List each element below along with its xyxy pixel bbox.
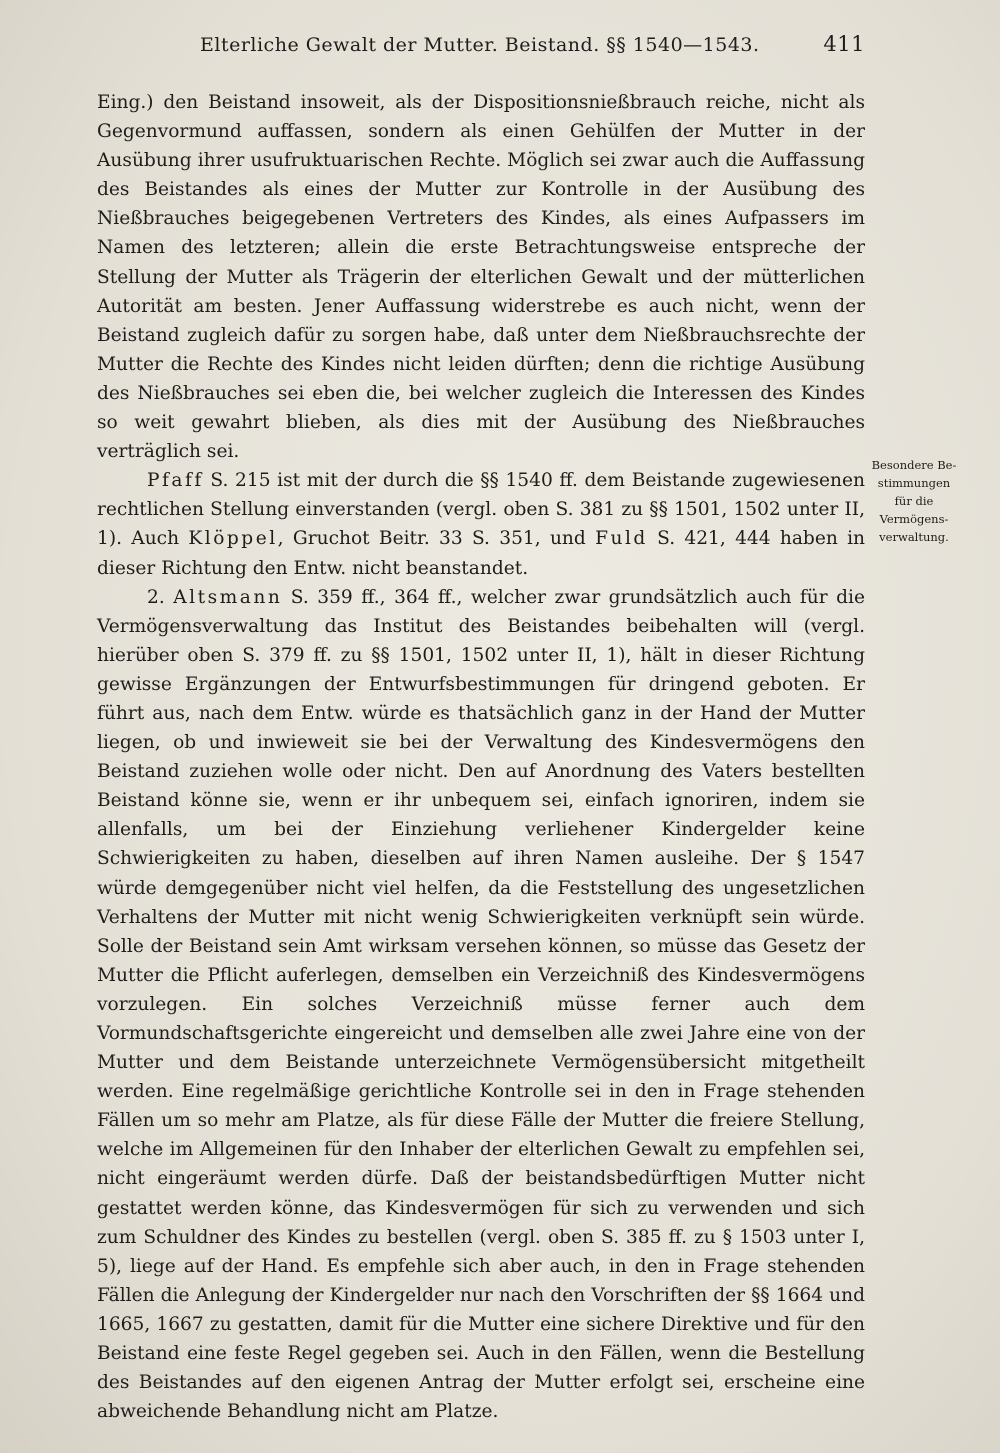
margin-note-line: Besondere Be- bbox=[871, 458, 957, 472]
page-header bbox=[200, 34, 865, 64]
body-text bbox=[97, 88, 865, 1426]
margin-note-line: für die bbox=[894, 494, 934, 508]
author-name-kloeppel: Klöppel bbox=[188, 528, 278, 550]
author-name-altsmann: Altsmann bbox=[173, 586, 283, 608]
paragraph-2 bbox=[97, 466, 865, 582]
margin-note-line: verwaltung. bbox=[879, 530, 949, 544]
paragraph-3-number: 2. bbox=[147, 586, 174, 608]
paragraph-2-text-3: S. 421, 444 haben in dieser Richtung den Entw. nicht beanstandet. bbox=[97, 528, 865, 579]
paragraph-3-text: S. 359 ff., 364 ff., welcher zwar grundsätzlich auch für die Vermögensverwaltung das Institut des Beistandes beibehalten will (vergl. hierüber oben S. 379 ff. zu §§ 1501, 1502 unter II, 1), hält in dieser Richtung gewisse Ergänzungen der Entwurfsbestimmungen für dringend geboten. Er führt aus, nach dem Entw. würde es thatsächlich ganz in der Hand der Mutter liegen, ob und inwieweit sie bei der Verwaltung des Kindesvermögens den Beistand zuziehen wolle oder nicht. Den auf Anordnung des Vaters bestellten Beistand könne sie, wenn er ihr unbequem sei, einfach ignoriren, indem sie allenfalls, um bei der Einziehung verliehener Kindergelder keine Schwierigkeiten zu haben, dieselben auf ihren Namen ausleihe. Der § 1547 würde demgegenüber nicht viel helfen, da die Feststellung des ungesetzlichen Verhaltens der Mutter mit nicht wenig Schwierigkeiten verknüpft sein würde. Solle der Beistand sein Amt wirksam versehen können, so müsse das Gesetz der Mutter die Pflicht auferlegen, demselben ein Verzeichniß des Kindesvermögens vorzulegen. Ein solches Verzeichniß müsse ferner auch dem Vormundschaftsgerichte eingereicht und demselben alle zwei Jahre eine von der Mutter und dem Beistande unterzeichnete Vermögensübersicht mitgetheilt werden. Eine regelmäßige gerichtliche Kontrolle sei in den in Frage stehenden Fällen um so mehr am Platze, als für diese Fälle der Mutter die freiere Stellung, welche im Allgemeinen für den Inhaber der elterlichen Gewalt zu empfehlen sei, nicht eingeräumt werden dürfe. Daß der beistandsbedürftigen Mutter nicht gestattet werden könne, das Kindesvermögen für sich zu verwenden und sich zum Schuldner des Kindes zu bestellen (vergl. oben S. 385 ff. zu § 1503 unter I, 5), liege auf der Hand. Es empfehle sich aber auch, in den in Frage stehenden Fällen die Anlegung der Kindergelder nur nach den Vorschriften der §§ 1664 und 1665, 1667 zu gestatten, damit für die Mutter eine sichere Direktive und für den Beistand eine feste Regel gegeben sei. Auch in den Fällen, wenn die Bestellung des Beistandes auf den eigenen Antrag der Mutter erfolgt sei, erscheine eine abweichende Behandlung nicht am Platze. bbox=[97, 586, 866, 1423]
paragraph-3 bbox=[97, 583, 865, 1427]
author-name-fuld: Fuld bbox=[595, 528, 648, 550]
paragraph-1: Eing.) den Beistand insoweit, als der Dispositionsnießbrauch reiche, nicht als Gegenvormund auffassen, sondern als einen Gehülfen der Mutter in der Ausübung ihrer usufruktuarischen Rechte. Möglich sei zwar auch die Auffassung des Beistandes als eines der Mutter zur Kontrolle in der Ausübung des Nießbrauches beigegebenen Vertreters des Kindes, als eines Aufpassers im Namen des letzteren; allein die erste Betrachtungsweise entspreche der Stellung der Mutter als Trägerin der elterlichen Gewalt und der mütterlichen Autorität am besten. Jener Auffassung widerstrebe es auch nicht, wenn der Beistand zugleich dafür zu sorgen habe, daß unter dem Nießbrauchsrechte der Mutter die Rechte des Kindes nicht leiden dürften; denn die richtige Ausübung des Nießbrauches sei eben die, bei welcher zugleich die Interessen des Kindes so weit gewahrt blieben, als dies mit der Ausübung des Nießbrauches verträglich sei. bbox=[97, 92, 865, 463]
paragraph-2-text-1: S. 215 ist mit der durch die §§ 1540 ff. dem Beistande zugewiesenen rechtlichen Stellung einverstanden (vergl. oben S. 381 zu §§ 1501, 1502 unter II, 1). Auch bbox=[97, 470, 865, 550]
page-number: 411 bbox=[823, 32, 865, 56]
margin-note-line: Vermögens- bbox=[879, 512, 949, 526]
author-name-pfaff: Pfaff bbox=[147, 470, 204, 492]
paragraph-2-text-2: , Gruchot Beitr. 33 S. 351, und bbox=[277, 528, 596, 550]
margin-note-line: stimmungen bbox=[877, 476, 951, 490]
margin-note bbox=[868, 456, 960, 546]
running-title: Elterliche Gewalt der Mutter. Beistand. §§ 1540—1543. bbox=[200, 34, 760, 56]
